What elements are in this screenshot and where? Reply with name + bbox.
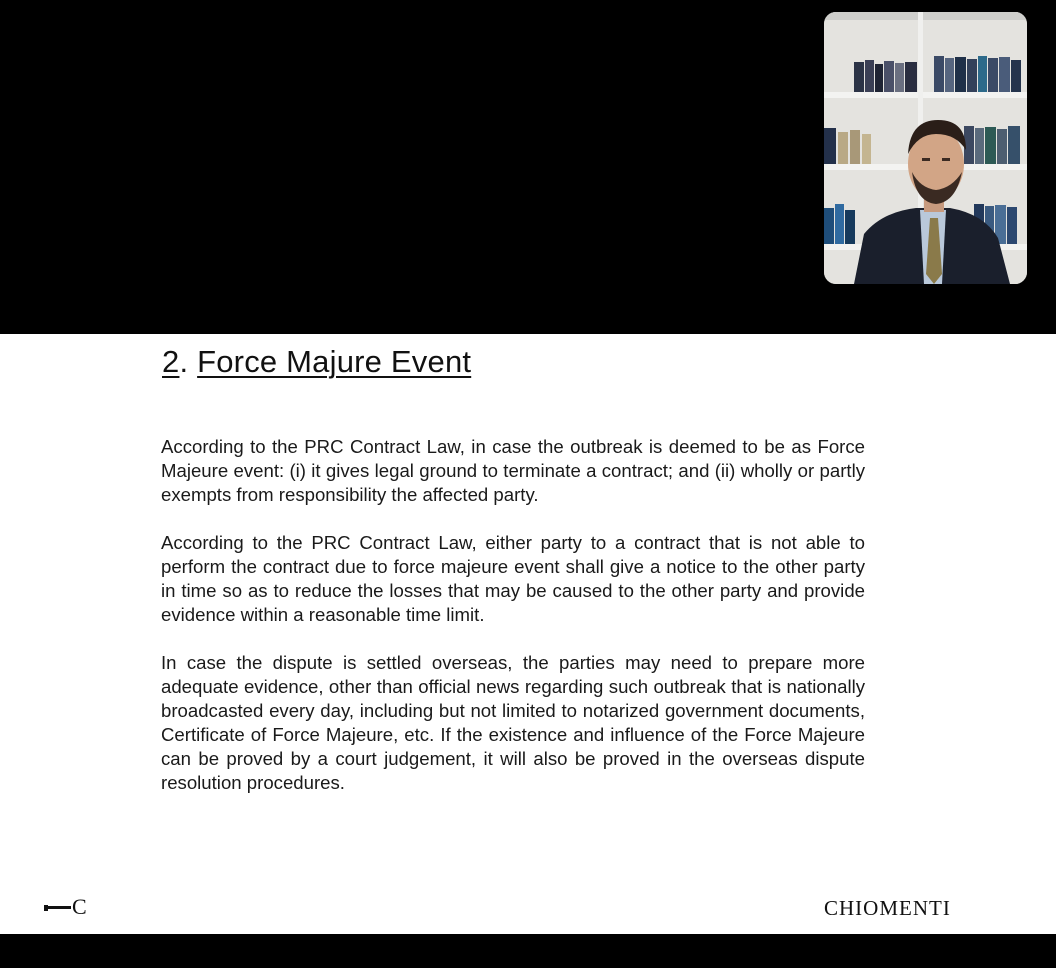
slide-paragraph: In case the dispute is settled overseas, the parties may need to prepare more adequate evidence, other than official news regarding such outbreak that is nationally broadcasted every day, including but not limited to notarized government documents, Certificate of Force Majeure, etc. If the existence and influence of the Force Majeure can be proved by a court judgement, it will also be proved in the overseas dispute resolution procedures. [161, 652, 865, 793]
chiomenti-logo-icon [44, 894, 92, 920]
slide-title [162, 344, 471, 380]
video-area [0, 0, 1056, 334]
slide-body [161, 435, 865, 819]
speaker-video-tile[interactable] [824, 12, 1027, 284]
slide-title-separator: . [179, 344, 189, 379]
bottom-bar [0, 934, 1056, 968]
presentation-slide [0, 334, 1056, 934]
logo-letter: C [72, 894, 87, 919]
slide-paragraph: According to the PRC Contract Law, in case the outbreak is deemed to be as Force Majeure event: (i) it gives legal ground to terminate a contract; and (ii) wholly or partly exempts from responsibility the affected party. [161, 436, 865, 505]
slide-title-text: Force Majure Event [197, 344, 472, 379]
slide-title-number: 2 [162, 344, 180, 379]
slide-paragraph: According to the PRC Contract Law, either party to a contract that is not able to perform the contract due to force majeure event shall give a notice to the other party in time so as to reduce the losses that may be caused to the other party and provide evidence within a reasonable time limit. [161, 532, 865, 625]
speaker-video-feed [824, 12, 1027, 284]
brand-name: CHIOMENTI [824, 896, 951, 920]
